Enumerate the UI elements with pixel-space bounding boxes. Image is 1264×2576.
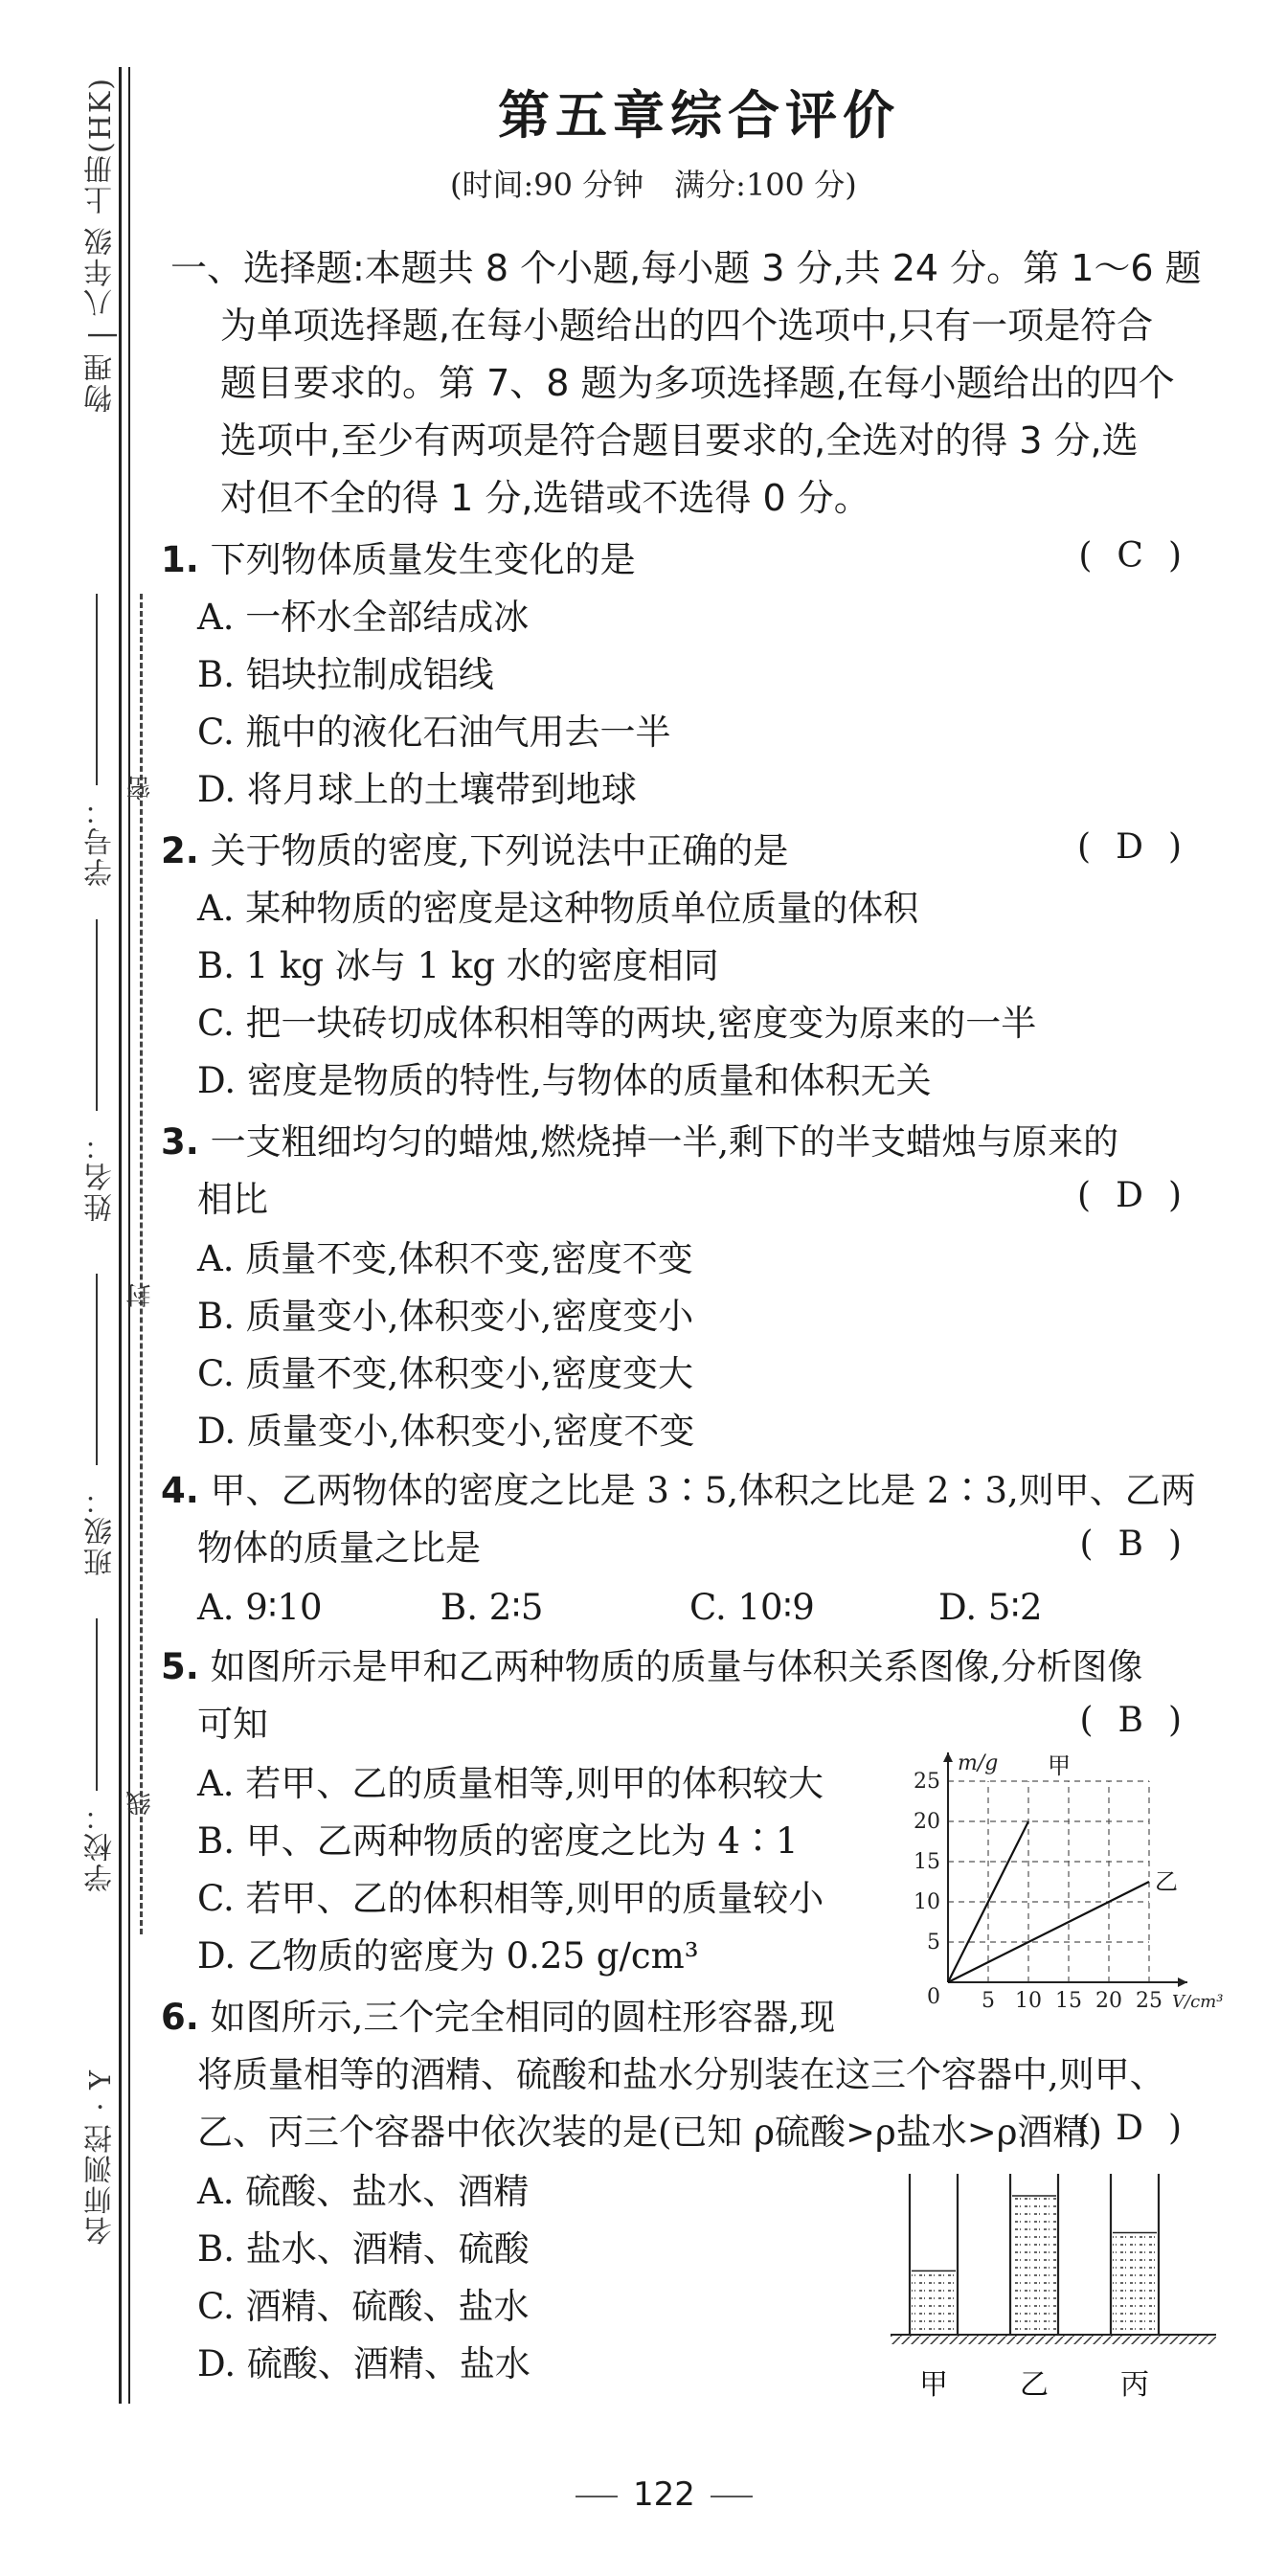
question-3-answer: (D) [1077,1176,1207,1215]
question-5-option-d: D. 乙物质的密度为 0.25 g/cm³ [197,1935,699,1977]
question-5-stem-cont: 可知 [197,1704,268,1745]
question-number: 4. [161,1470,199,1511]
y-axis-label: m/g [958,1751,999,1775]
question-3-stem [161,1115,1118,1170]
question-2-answer: (D) [1077,827,1207,867]
origin-label: 0 [927,1985,940,2009]
x-tick-label: 20 [1095,1989,1122,2013]
question-text: 关于物质的密度,下列说法中正确的是 [210,830,789,871]
question-5-option-c: C. 若甲、乙的体积相等,则甲的质量较小 [197,1878,824,1919]
question-5-answer: (B) [1079,1701,1207,1740]
question-6-option-b: B. 盐水、酒精、硫酸 [197,2228,530,2270]
field-number-label: 学号： [84,795,118,887]
series-label: 甲 [1048,1752,1071,1779]
container-label: 丙 [1120,2368,1149,2402]
instruction-line: 选项中,至少有两项是符合题目要求的,全选对的得 3 分,选 [220,419,1139,462]
question-text: 甲、乙两物体的密度之比是 3∶5,体积之比是 2∶3,则甲、乙两 [210,1470,1196,1511]
question-5-option-a: A. 若甲、乙的质量相等,则甲的体积较大 [197,1763,824,1804]
question-5-option-b: B. 甲、乙两种物质的密度之比为 4∶1 [197,1820,799,1862]
liquid-fill [912,2271,956,2335]
mass-volume-chart [900,1743,1226,2021]
y-axis-arrow [943,1752,953,1762]
y-tick-label: 10 [914,1890,940,1914]
question-1-option-c: C. 瓶中的液化石油气用去一半 [197,712,671,753]
question-text: 下列物体质量发生变化的是 [210,539,636,580]
question-6-option-a: A. 硫酸、盐水、酒精 [197,2171,530,2212]
x-tick-label: 15 [1055,1989,1082,2013]
question-6-stem [161,1990,835,2045]
question-number: 3. [161,1121,199,1163]
instruction-line: 对但不全的得 1 分,选错或不选得 0 分。 [220,477,870,519]
three-containers-figure [891,2164,1216,2413]
question-4-option-c: C. 10∶9 [689,1587,815,1628]
question-3-option-c: C. 质量不变,体积变小,密度变大 [197,1353,694,1394]
x-tick-label: 5 [982,1989,995,2013]
dash-right [711,2496,753,2497]
question-2-option-c: C. 把一块砖切成体积相等的两块,密度变为原来的一半 [197,1003,1037,1044]
cut-mark-line: 线 [126,1791,155,1816]
question-3-option-b: B. 质量变小,体积变小,密度变小 [197,1296,694,1337]
chart-axes [943,1752,1187,1987]
question-1-answer: (C) [1078,536,1207,576]
question-text: 如图所示,三个完全相同的圆柱形容器,现 [210,1997,836,2038]
page-number [560,2475,768,2514]
question-number: 1. [161,539,199,580]
field-number-line [96,594,98,785]
y-tick-label: 15 [914,1850,940,1874]
cut-mark-seal: 密 [126,776,155,801]
question-3-option-a: A. 质量不变,体积不变,密度不变 [197,1238,693,1279]
question-4-answer: (B) [1079,1525,1207,1564]
question-2-option-d: D. 密度是物质的特性,与物体的质量和体积无关 [197,1060,932,1101]
chart-grid [948,1781,1149,1982]
beaker-group [910,2174,1159,2402]
question-number: 2. [161,830,199,871]
liquid-fill [1012,2196,1056,2335]
series-line-yi [948,1882,1149,1982]
field-school-line [96,1618,98,1791]
page-title: 第五章综合评价 [498,85,900,146]
question-1-stem [161,532,636,588]
x-axis-label: V/cm³ [1172,1992,1224,2012]
question-3-stem-cont: 相比 [197,1179,268,1220]
question-number: 6. [161,1997,199,2038]
question-number: 5. [161,1646,199,1687]
question-1-option-a: A. 一杯水全部结成冰 [197,597,530,638]
question-4-option-b: B. 2∶5 [440,1587,544,1628]
question-6-stem-cont: 乙、丙三个容器中依次装的是(已知 ρ硫酸>ρ盐水>ρ酒精) [197,2112,1102,2153]
field-class-label: 班级： [84,1484,118,1576]
x-tick-label: 10 [1015,1989,1042,2013]
question-2-stem [161,824,788,879]
section-instructions [170,239,1224,527]
question-4-option-a: A. 9∶10 [197,1587,323,1628]
question-1-option-d: D. 将月球上的土壤带到地球 [197,769,637,810]
question-6-stem-cont: 将质量相等的酒精、硫酸和盐水分别装在这三个容器中,则甲、 [197,2054,1165,2095]
y-tick-label: 5 [927,1931,940,1955]
book-info: 物理 | 八年级 上册(HK) [84,77,118,413]
container-label: 乙 [1020,2368,1049,2402]
question-1-option-b: B. 铝块拉制成铝线 [197,654,494,695]
cut-mark-feng: 封 [126,1283,155,1308]
question-6-option-c: C. 酒精、硫酸、盐水 [197,2286,530,2327]
exam-info: (时间:90 分钟 满分:100 分) [450,167,857,203]
field-name-label: 姓名： [84,1130,118,1222]
field-class-line [96,1274,98,1465]
liquid-fill [1113,2232,1157,2335]
question-2-option-b: B. 1 kg 冰与 1 kg 水的密度相同 [197,945,719,986]
margin-rule-inner [128,67,130,2404]
question-text: 一支粗细均匀的蜡烛,燃烧掉一半,剩下的半支蜡烛与原来的 [210,1121,1119,1163]
page-number-text: 122 [633,2475,695,2514]
question-4-stem-cont: 物体的质量之比是 [197,1527,481,1569]
instruction-line: 题目要求的。第 7、8 题为多项选择题,在每小题给出的四个 [220,362,1175,404]
question-4-stem [161,1463,1196,1519]
question-6-option-d: D. 硫酸、酒精、盐水 [197,2343,530,2384]
field-school-label: 学校： [84,1800,118,1892]
instruction-line: 一、选择题:本题共 8 个小题,每小题 3 分,共 24 分。第 1～6 题 [170,247,1202,289]
dash-left [576,2496,618,2497]
series-label: 乙 [1155,1868,1178,1895]
x-axis-arrow [1178,1977,1187,1987]
instruction-line: 为单项选择题,在每小题给出的四个选项中,只有一项是符合 [220,305,1154,347]
margin-rule-outer [119,67,122,2404]
question-6-answer: (D) [1077,2109,1207,2148]
ground-hatch [891,2335,1216,2344]
y-tick-label: 25 [914,1770,940,1794]
question-4-option-d: D. 5∶2 [938,1587,1043,1628]
series-name: 名师测控 · Y [84,2068,118,2246]
question-2-option-a: A. 某种物质的密度是这种物质单位质量的体积 [197,888,919,929]
container-label: 甲 [919,2368,948,2402]
x-tick-label: 25 [1136,1989,1162,2013]
y-tick-label: 20 [914,1810,940,1834]
question-text: 如图所示是甲和乙两种物质的质量与体积关系图像,分析图像 [210,1646,1143,1687]
question-5-stem [161,1639,1142,1695]
field-name-line [96,919,98,1111]
question-3-option-d: D. 质量变小,体积变小,密度不变 [197,1411,695,1452]
